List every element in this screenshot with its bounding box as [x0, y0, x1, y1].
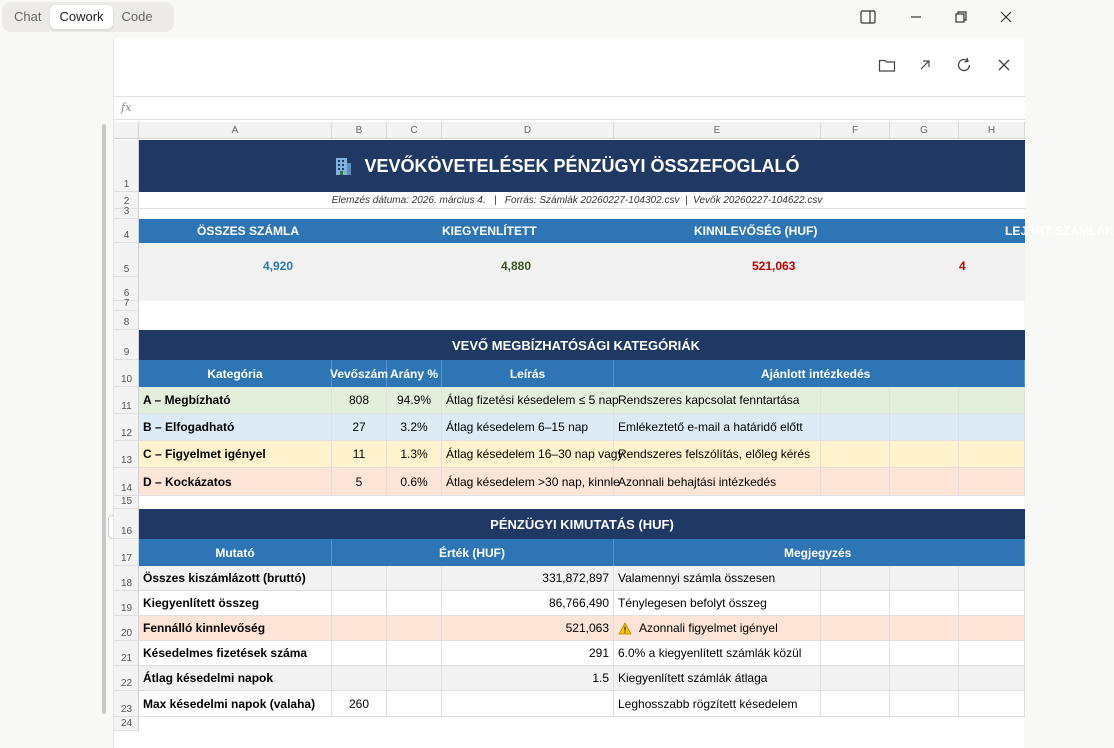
empty-cell[interactable]: [890, 441, 959, 467]
categories-header-row: [139, 360, 1025, 387]
financial-metric[interactable]: Összes kiszámlázott (bruttó): [139, 566, 332, 590]
row-header-17[interactable]: [114, 539, 139, 566]
row-header-21[interactable]: [114, 641, 139, 666]
category-description[interactable]: Átlag késedelem >30 nap, kinnle: [442, 468, 614, 495]
financial-row: [139, 641, 1025, 666]
category-name[interactable]: C – Figyelmet igényel: [139, 441, 332, 467]
column-header-c[interactable]: C: [387, 122, 442, 139]
section-categories-title: VEVŐ MEGBÍZHATÓSÁGI KATEGÓRIÁK: [452, 337, 700, 353]
tab-cowork[interactable]: Cowork: [50, 5, 112, 29]
financial-metric[interactable]: Átlag késedelmi napok: [139, 666, 332, 690]
financial-value[interactable]: 331,872,897: [442, 566, 614, 590]
financial-note[interactable]: [614, 566, 821, 590]
empty-cell[interactable]: [959, 666, 1025, 690]
empty-cell[interactable]: [821, 387, 890, 413]
financial-row: [139, 566, 1025, 591]
financial-note-text: Kiegyenlített számlák átlaga: [618, 671, 768, 685]
financial-note[interactable]: [614, 616, 821, 640]
empty-cell[interactable]: [959, 441, 1025, 467]
column-header-b[interactable]: B: [332, 122, 387, 139]
row-header-15[interactable]: [114, 496, 139, 509]
category-name[interactable]: B – Elfogadható: [139, 414, 332, 440]
row-number: 5: [123, 264, 130, 275]
column-header-d[interactable]: D: [442, 122, 614, 139]
open-external-icon[interactable]: [914, 54, 936, 76]
category-ratio[interactable]: 1.3%: [387, 441, 442, 467]
empty-cell[interactable]: [387, 666, 442, 690]
row-header-13[interactable]: [114, 441, 139, 468]
empty-cell[interactable]: [821, 666, 890, 690]
category-ratio[interactable]: 3.2%: [387, 414, 442, 440]
kpi-spacer-row: [139, 277, 1025, 301]
empty-cell[interactable]: [387, 591, 442, 615]
financial-aux-value[interactable]: 260: [332, 691, 387, 716]
row-number: 7: [123, 298, 130, 309]
kpi-value-2: 4,880: [501, 259, 532, 273]
row-header-14[interactable]: [114, 468, 139, 496]
section-categories-title-row: [139, 330, 1025, 360]
financial-note[interactable]: [614, 641, 821, 665]
financial-aux-value[interactable]: [332, 591, 387, 615]
row-number: 6: [123, 288, 130, 299]
empty-cell[interactable]: [821, 641, 890, 665]
empty-cell[interactable]: [890, 414, 959, 440]
financial-value[interactable]: 521,063: [442, 616, 614, 640]
header-ratio[interactable]: Arány %: [387, 360, 442, 387]
financial-note[interactable]: [614, 666, 821, 690]
empty-cell[interactable]: [890, 616, 959, 640]
row-number: 19: [120, 603, 133, 614]
category-action[interactable]: Rendszeres felszólítás, előleg kérés: [614, 441, 821, 467]
empty-cell[interactable]: [821, 566, 890, 590]
empty-cell[interactable]: [959, 414, 1025, 440]
financial-note-text: Leghosszabb rögzített késedelem: [618, 696, 798, 711]
empty-cell[interactable]: [890, 591, 959, 615]
category-ratio[interactable]: 94.9%: [387, 387, 442, 413]
row-number: 15: [120, 496, 133, 507]
row-header-20[interactable]: [114, 616, 139, 641]
empty-cell[interactable]: [890, 641, 959, 665]
row-header-4[interactable]: [114, 219, 139, 243]
restore-icon[interactable]: [949, 6, 973, 28]
section-financial-title-row: [139, 509, 1025, 539]
kpi-label-4: LEJÁRT SZÁMLÁK: [1005, 224, 1114, 238]
empty-cell[interactable]: [890, 691, 959, 716]
empty-cell[interactable]: [959, 616, 1025, 640]
category-row: [139, 414, 1025, 441]
financial-note-text: Azonnali figyelmet igényel: [639, 621, 778, 635]
category-count[interactable]: 5: [332, 468, 387, 495]
financial-note-text: 6.0% a kiegyenlített számlák közül: [618, 646, 802, 660]
empty-cell[interactable]: [821, 691, 890, 716]
tab-chat[interactable]: Chat: [14, 9, 42, 24]
row-header-10[interactable]: [114, 360, 139, 387]
empty-cell[interactable]: [890, 468, 959, 495]
financial-metric[interactable]: Kiegyenlített összeg: [139, 591, 332, 615]
sidebar: [0, 36, 113, 748]
kpi-value-4: 4: [959, 259, 966, 273]
sidebar-toggle-icon[interactable]: [856, 6, 880, 28]
empty-cell[interactable]: [821, 616, 890, 640]
financial-aux-value[interactable]: [332, 641, 387, 665]
kpi-value-1: 4,920: [263, 259, 294, 273]
category-name[interactable]: D – Kockázatos: [139, 468, 332, 495]
tab-code[interactable]: Code: [121, 9, 153, 24]
kpi-label-1: ÖSSZES SZÁMLA: [197, 224, 300, 238]
category-count[interactable]: 11: [332, 441, 387, 467]
financial-note[interactable]: [614, 691, 821, 716]
row-number: 22: [120, 678, 133, 689]
row-header-7[interactable]: [114, 298, 139, 311]
row-header-19[interactable]: [114, 591, 139, 616]
row-header-22[interactable]: [114, 666, 139, 691]
financial-metric[interactable]: Késedelmes fizetések száma: [139, 641, 332, 665]
kpi-label-2: KIEGYENLÍTETT: [442, 224, 537, 238]
row-header-5[interactable]: [114, 243, 139, 277]
category-ratio[interactable]: 0.6%: [387, 468, 442, 495]
minimize-icon[interactable]: [904, 6, 928, 28]
row-header-3[interactable]: [114, 206, 139, 219]
formula-bar[interactable]: [114, 96, 1025, 120]
column-header-h[interactable]: H: [959, 122, 1025, 139]
column-header-f[interactable]: F: [821, 122, 890, 139]
category-description[interactable]: Átlag késedelem 6–15 nap: [442, 414, 614, 440]
empty-cell[interactable]: [821, 468, 890, 495]
report-title: VEVŐKÖVETELÉSEK PÉNZÜGYI ÖSSZEFOGLALÓ: [364, 155, 800, 176]
kpi-label-row: [139, 219, 1114, 243]
financial-metric[interactable]: Max késedelmi napok (valaha): [139, 691, 332, 716]
header-recommended-action[interactable]: Ajánlott intézkedés: [614, 360, 1025, 387]
empty-cell[interactable]: [387, 641, 442, 665]
close-window-icon[interactable]: [994, 6, 1018, 28]
category-action[interactable]: Emlékeztető e-mail a határidő előtt: [614, 414, 821, 440]
row-header-9[interactable]: [114, 330, 139, 360]
report-title-banner: [139, 140, 1025, 192]
refresh-icon[interactable]: [953, 54, 975, 76]
empty-cell[interactable]: [387, 566, 442, 590]
empty-cell[interactable]: [890, 387, 959, 413]
financial-value[interactable]: 86,766,490: [442, 591, 614, 615]
row-number: 13: [120, 455, 133, 466]
empty-cell[interactable]: [821, 414, 890, 440]
empty-cell[interactable]: [890, 666, 959, 690]
financial-row: [139, 616, 1025, 641]
row-number: 21: [120, 653, 133, 664]
empty-cell[interactable]: [387, 616, 442, 640]
row-number: 17: [120, 553, 133, 564]
row-header-1[interactable]: [114, 140, 139, 192]
header-metric[interactable]: Mutató: [139, 539, 332, 566]
warning-icon: [618, 622, 632, 635]
empty-cell[interactable]: [959, 387, 1025, 413]
preview-panel: [113, 38, 1114, 748]
header-note[interactable]: Megjegyzés: [614, 539, 1025, 566]
row-number: 3: [123, 206, 130, 217]
financial-row: [139, 591, 1025, 616]
empty-cell[interactable]: [821, 441, 890, 467]
row-header-23[interactable]: [114, 691, 139, 717]
header-customer-count[interactable]: Vevőszám: [332, 360, 387, 387]
row-number: 24: [120, 718, 133, 729]
row-header-8[interactable]: [114, 311, 139, 330]
select-all-corner[interactable]: [114, 122, 139, 139]
row-header-24[interactable]: [114, 717, 139, 731]
column-header-g[interactable]: G: [890, 122, 959, 139]
kpi-value-3: 521,063: [752, 259, 796, 273]
row-number: 4: [123, 230, 130, 241]
row-number: 14: [120, 483, 133, 494]
category-action[interactable]: Azonnali behajtási intézkedés: [614, 468, 821, 495]
row-header-12[interactable]: [114, 414, 139, 441]
section-financial-title: PÉNZÜGYI KIMUTATÁS (HUF): [490, 516, 674, 532]
empty-cell[interactable]: [959, 591, 1025, 615]
title-bar: [0, 0, 1024, 36]
category-count[interactable]: 27: [332, 414, 387, 440]
row-number: 9: [123, 347, 130, 358]
header-category[interactable]: Kategória: [139, 360, 332, 387]
report-subtitle-row: [139, 192, 1025, 209]
financial-row: [139, 691, 1025, 717]
financial-metric[interactable]: Fennálló kinnlevőség: [139, 616, 332, 640]
kpi-label-3: KINNLEVŐSÉG (HUF): [694, 224, 818, 238]
financial-header-row: [139, 539, 1025, 566]
row-number: 20: [120, 628, 133, 639]
category-row: [139, 468, 1025, 496]
financial-value[interactable]: [442, 691, 614, 716]
row-number: 12: [120, 428, 133, 439]
financial-value[interactable]: 1.5: [442, 666, 614, 690]
fx-icon: fx: [121, 101, 132, 114]
row-number: 18: [120, 578, 133, 589]
financial-aux-value[interactable]: [332, 566, 387, 590]
row-number: 2: [123, 196, 130, 207]
empty-cell[interactable]: [387, 691, 442, 716]
spreadsheet-grid[interactable]: [114, 122, 1114, 748]
sidebar-scrollbar[interactable]: [102, 124, 106, 714]
financial-note-text: Ténylegesen befolyt összeg: [618, 596, 767, 610]
empty-cell[interactable]: [959, 691, 1025, 716]
header-description[interactable]: Leírás: [442, 360, 614, 387]
category-count[interactable]: 808: [332, 387, 387, 413]
column-header-a[interactable]: A: [139, 122, 332, 139]
category-row: [139, 387, 1025, 414]
report-subtitle: Elemzés dátuma: 2026. március 4. | Forrás: Számlák 20260227-104302.csv | Vevők 20260227-104622.csv: [331, 194, 823, 206]
financial-row: [139, 666, 1025, 691]
empty-cell[interactable]: [890, 566, 959, 590]
header-value[interactable]: Érték (HUF): [332, 539, 614, 566]
folder-icon[interactable]: [876, 54, 898, 76]
financial-value[interactable]: 291: [442, 641, 614, 665]
category-description[interactable]: Átlag fizetési késedelem ≤ 5 nap: [442, 387, 614, 413]
row-number: 10: [120, 374, 133, 385]
building-icon: [334, 156, 352, 176]
financial-aux-value[interactable]: [332, 666, 387, 690]
category-name[interactable]: A – Megbízható: [139, 387, 332, 413]
row-number: 1: [123, 179, 130, 190]
row-header-16[interactable]: [114, 509, 139, 539]
category-action[interactable]: Rendszeres kapcsolat fenntartása: [614, 387, 821, 413]
close-panel-icon[interactable]: [993, 54, 1015, 76]
row-header-18[interactable]: [114, 566, 139, 591]
row-number: 23: [120, 704, 133, 715]
mode-switcher: [2, 2, 174, 32]
row-number: 8: [123, 317, 130, 328]
row-number: 11: [121, 401, 132, 412]
column-header-e[interactable]: E: [614, 122, 821, 139]
financial-note[interactable]: [614, 591, 821, 615]
category-description[interactable]: Átlag késedelem 16–30 nap vagy: [442, 441, 614, 467]
empty-cell[interactable]: [959, 566, 1025, 590]
kpi-value-row: [139, 243, 1025, 277]
financial-aux-value[interactable]: [332, 616, 387, 640]
empty-cell[interactable]: [821, 591, 890, 615]
panel-toolbar: [114, 38, 1025, 90]
row-number: 16: [120, 526, 133, 537]
financial-note-text: Valamennyi számla összesen: [618, 571, 776, 585]
empty-cell[interactable]: [959, 641, 1025, 665]
empty-cell[interactable]: [959, 468, 1025, 495]
category-row: [139, 441, 1025, 468]
row-header-11[interactable]: [114, 387, 139, 414]
